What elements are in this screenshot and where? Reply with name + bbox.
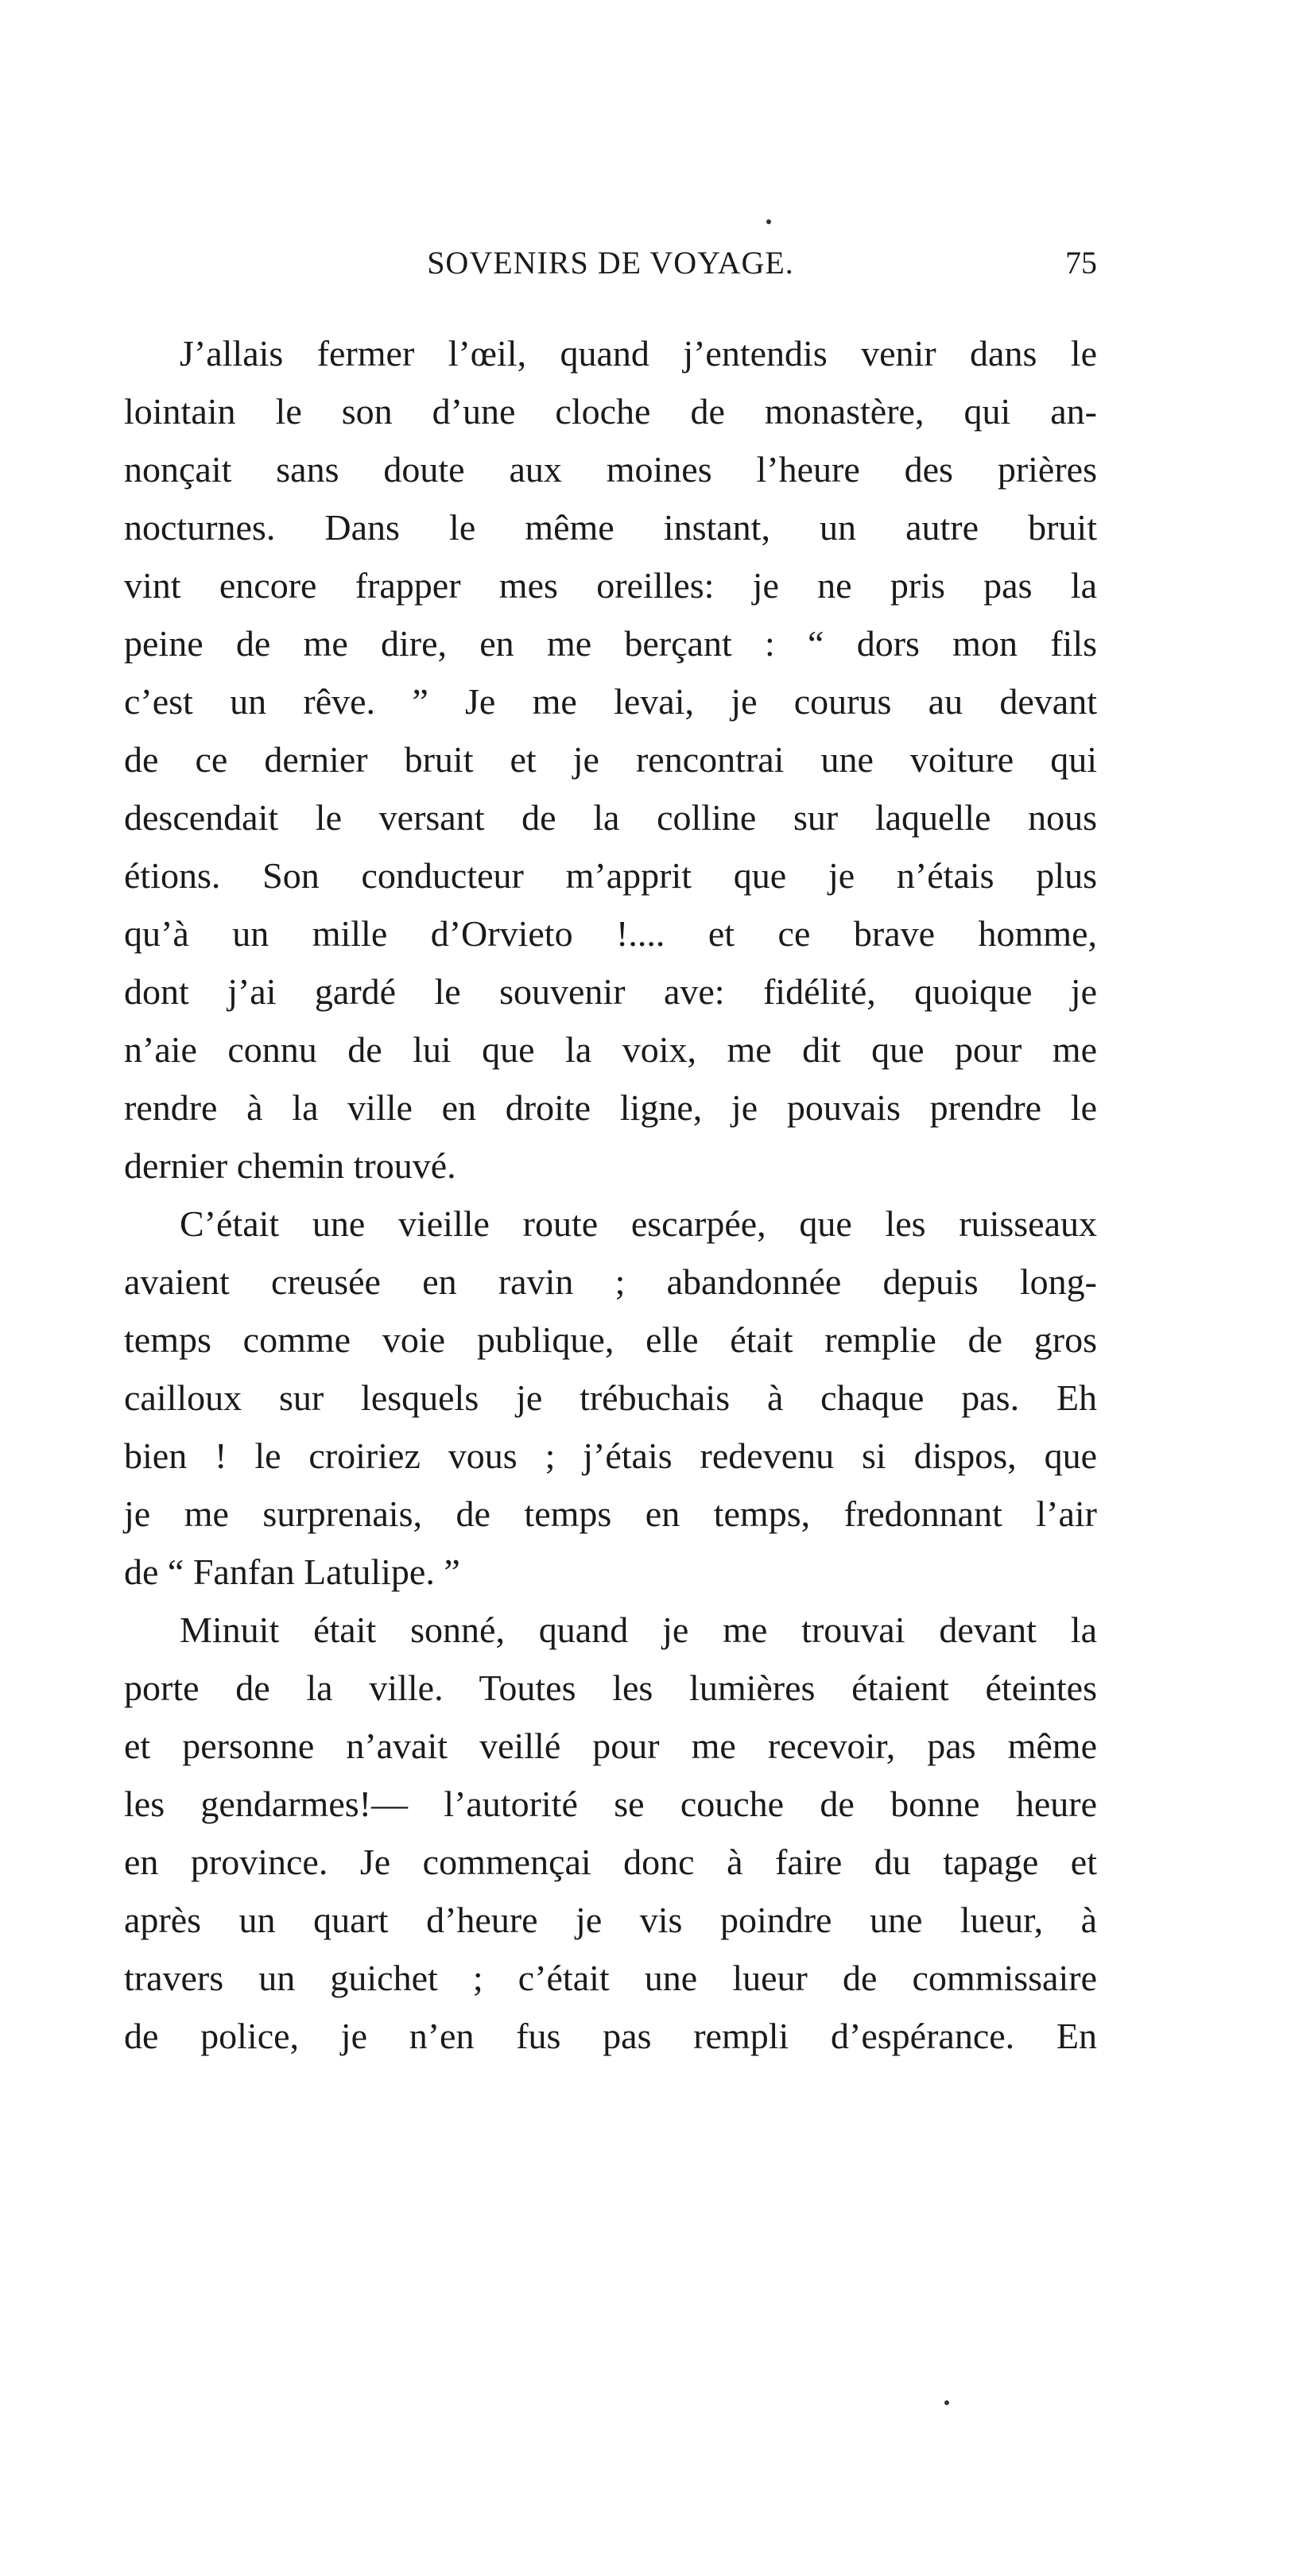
- print-speck: [766, 219, 771, 224]
- text-line: les gendarmes!— l’autorité se couche de bonne heure: [124, 1784, 1097, 1824]
- text-line: C’était une vieille route escarpée, que les ruisseaux: [180, 1203, 1097, 1244]
- text-line: J’allais fermer l’œil, quand j’entendis venir dans le: [180, 333, 1097, 374]
- text-line: qu’à un mille d’Orvieto !.... et ce brave homme,: [124, 913, 1097, 954]
- print-speck: [944, 2400, 949, 2405]
- text-line: porte de la ville. Toutes les lumières étaient éteintes: [124, 1668, 1097, 1708]
- text-line: de police, je n’en fus pas rempli d’espérance. En: [124, 2016, 1097, 2056]
- text-line: en province. Je commençai donc à faire du tapage et: [124, 1842, 1097, 1882]
- text-line: cailloux sur lesquels je trébuchais à chaque pas. Eh: [124, 1377, 1097, 1418]
- text-line: lointain le son d’une cloche de monastère, qui an-: [124, 391, 1097, 432]
- text-line: après un quart d’heure je vis poindre une lueur, à: [124, 1900, 1097, 1940]
- text-line: dont j’ai gardé le souvenir ave: fidélité, quoique je: [124, 971, 1097, 1012]
- text-line: nonçait sans doute aux moines l’heure des prières: [124, 449, 1097, 490]
- text-line: c’est un rêve. ” Je me levai, je courus au devant: [124, 681, 1097, 722]
- text-line: avaient creusée en ravin ; abandonnée depuis long-: [124, 1261, 1097, 1302]
- text-line: travers un guichet ; c’était une lueur de commissaire: [124, 1958, 1097, 1998]
- text-line: et personne n’avait veillé pour me recevoir, pas même: [124, 1726, 1097, 1766]
- text-line: rendre à la ville en droite ligne, je pouvais prendre le: [124, 1087, 1097, 1128]
- text-line: je me surprenais, de temps en temps, fredonnant l’air: [124, 1493, 1097, 1534]
- page-number: 75: [1065, 245, 1097, 281]
- running-title: SOVENIRS DE VOYAGE.: [427, 245, 794, 281]
- text-line: étions. Son conducteur m’apprit que je n’étais plus: [124, 855, 1097, 896]
- text-line: peine de me dire, en me berçant : “ dors mon fils: [124, 623, 1097, 664]
- text-line: bien ! le croiriez vous ; j’étais redevenu si dispos, que: [124, 1435, 1097, 1476]
- text-line: dernier chemin trouvé.: [124, 1145, 456, 1186]
- text-line: vint encore frapper mes oreilles: je ne pris pas la: [124, 565, 1097, 606]
- text-line: temps comme voie publique, elle était remplie de gros: [124, 1319, 1097, 1360]
- running-head: [124, 235, 1097, 291]
- text-line: n’aie connu de lui que la voix, me dit que pour me: [124, 1029, 1097, 1070]
- text-line: descendait le versant de la colline sur laquelle nous: [124, 797, 1097, 838]
- text-line: Minuit était sonné, quand je me trouvai devant la: [180, 1610, 1097, 1650]
- text-line: de ce dernier bruit et je rencontrai une voiture qui: [124, 739, 1097, 780]
- text-line: nocturnes. Dans le même instant, un autre bruit: [124, 507, 1097, 548]
- body-text: [124, 324, 1097, 2065]
- text-line: de “ Fanfan Latulipe. ”: [124, 1551, 460, 1592]
